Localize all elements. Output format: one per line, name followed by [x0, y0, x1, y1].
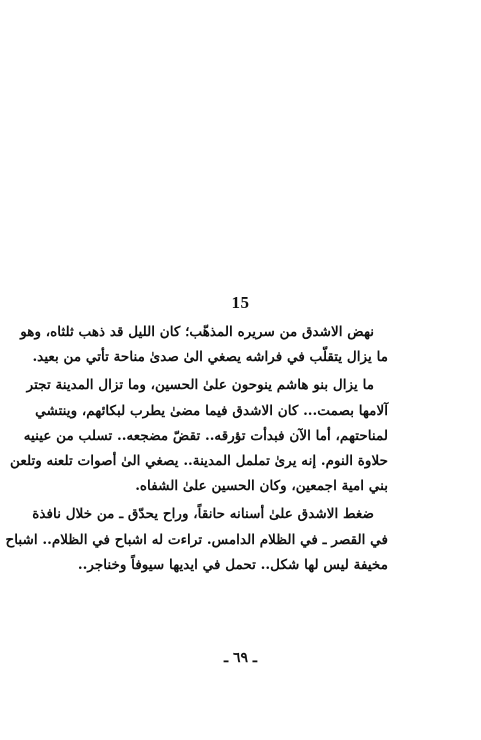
- text-line: في القصر ـ في الظلام الدامس. تراءت له اشباح في الظلام.. اشباح: [5, 531, 388, 548]
- paragraph: [20, 320, 388, 370]
- text-line: حلاوة النوم. إنه يرىٰ تململ المدينة.. يصغي الىٰ أصوات تلعنه وتلعن: [10, 453, 388, 470]
- text-line: ضغط الاشدق علىٰ أسنانه حانقاً، وراح يحدّق ـ من خلال نافذة: [32, 506, 374, 523]
- body-text: [5, 320, 388, 578]
- text-line: ما يزال يتقلّب في فراشه يصغي الىٰ صدىٰ مناحة تأتي من بعيد.: [32, 349, 388, 366]
- paragraph: [10, 373, 388, 499]
- text-line: نهض الاشدق من سريره المذهّب؛ كان الليل قد ذهب ثلثاه، وهو: [20, 324, 374, 340]
- text-line: لمناحتهم، أما الآن فبدأت تؤرقه.. تقضّ مضجعه.. تسلب من عينيه: [23, 427, 388, 444]
- page-number: ـ ٦٩ ـ: [223, 650, 257, 666]
- text-line: مخيفة ليس لها شكل.. تحمل في ايديها سيوفاً وخناجر..: [77, 556, 388, 573]
- chapter-number: 15: [231, 293, 250, 312]
- text-line: بني امية اجمعين، وكان الحسين علىٰ الشفاه.: [135, 478, 388, 495]
- text-line: آلامها بصمت... كان الاشدق فيما مضىٰ يطرب لبكائهم، وينتشي: [35, 402, 388, 419]
- paragraph: [5, 502, 388, 578]
- text-line: ما يزال بنو هاشم ينوحون علىٰ الحسين، وما تزال المدينة تجتر: [26, 377, 374, 394]
